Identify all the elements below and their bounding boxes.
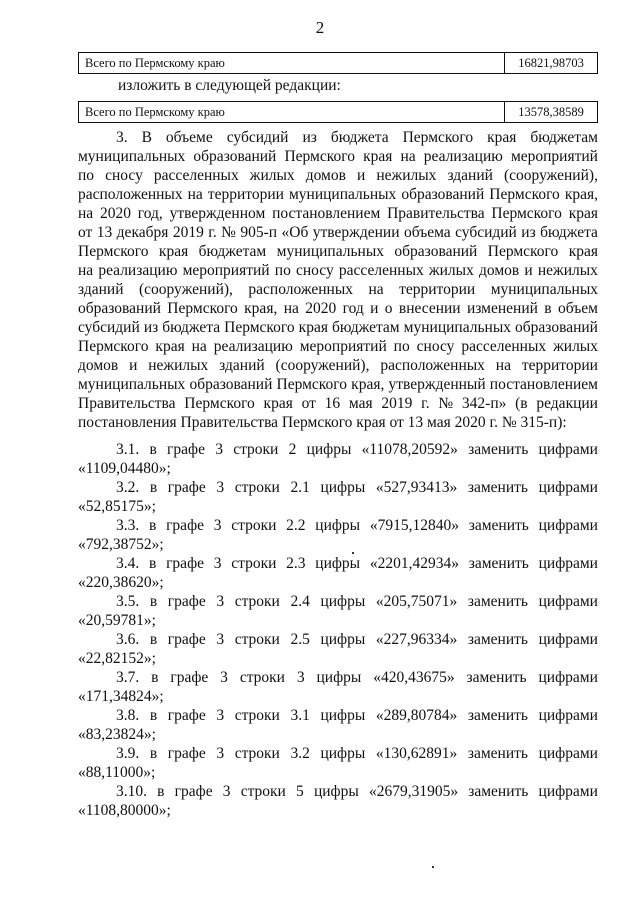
item-3-paragraph (78, 128, 598, 432)
total-value: 13578,38589 (505, 102, 598, 123)
list-item (78, 554, 598, 592)
speck (432, 866, 434, 868)
subitem-line: 3.7. в графе 3 строки 3 цифры «420,43675» заменить цифрами (116, 669, 598, 686)
subitem-value-line: «83,23824»; (78, 726, 156, 743)
paragraph-line: Пермского края бюджетам муниципальных образований Пермского края (78, 243, 598, 260)
paragraph-line: Пермского края на реализацию мероприятий по сносу расселенных жилых (78, 338, 598, 355)
instruction-text: изложить в следующей редакции: (118, 77, 341, 94)
paragraph-line: зданий (сооружений), расположенных на территории муниципальных (78, 281, 598, 298)
list-item (78, 478, 598, 516)
paragraph-line: 3. В объеме субсидий из бюджета Пермского края бюджетам (116, 129, 598, 146)
paragraph-line: домов и нежилых зданий (сооружений), расположенных на территории (78, 357, 598, 374)
list-item (78, 744, 598, 782)
total-label: Всего по Пермскому краю (79, 53, 505, 74)
paragraph-line: на 2020 год, утвержденном постановлением Правительства Пермского края (78, 205, 598, 222)
subitems-list (78, 440, 598, 820)
paragraph-line: Правительства Пермского края от 16 мая 2019 г. № 342-п» (в редакции (78, 395, 598, 412)
subitem-line: 3.2. в графе 3 строки 2.1 цифры «527,93413» заменить цифрами (116, 479, 598, 496)
list-item (78, 706, 598, 744)
paragraph-line: по сносу расселенных жилых домов и нежилых зданий (сооружений), (78, 167, 598, 184)
subitem-value-line: «1108,80000»; (78, 802, 171, 819)
paragraph-line: от 13 декабря 2019 г. № 905-п «Об утверждении объема субсидий из бюджета (78, 224, 598, 241)
subitem-value-line: «1109,04480»; (78, 460, 171, 477)
subitem-value-line: «171,34824»; (78, 688, 164, 705)
total-value: 16821,98703 (505, 53, 598, 74)
subitem-value-line: «88,11000»; (78, 764, 156, 781)
subitem-value-line: «20,59781»; (78, 612, 156, 629)
subitem-value-line: «52,85175»; (78, 498, 156, 515)
paragraph-line: муниципальных образований Пермского края на реализацию мероприятий (78, 148, 598, 165)
subitem-line: 3.8. в графе 3 строки 3.1 цифры «289,80784» заменить цифрами (116, 707, 598, 724)
list-item (78, 668, 598, 706)
subitem-line: 3.6. в графе 3 строки 2.5 цифры «227,96334» заменить цифрами (116, 631, 598, 648)
total-table-before (78, 52, 598, 74)
paragraph-line: субсидий из бюджета Пермского края бюджетам муниципальных образований (78, 319, 598, 336)
total-label: Всего по Пермскому краю (79, 102, 505, 123)
speck (352, 552, 354, 554)
list-item (78, 440, 598, 478)
table-row (79, 53, 598, 74)
paragraph-line: расположенных на территории муниципальных образований Пермского края, (78, 186, 598, 203)
subitem-value-line: «792,38752»; (78, 536, 164, 553)
list-item (78, 782, 598, 820)
subitem-line: 3.3. в графе 3 строки 2.2 цифры «7915,12840» заменить цифрами (116, 517, 598, 534)
subitem-line: 3.4. в графе 3 строки 2.3 цифры «2201,42934» заменить цифрами (116, 555, 598, 572)
subitem-line: 3.9. в графе 3 строки 3.2 цифры «130,62891» заменить цифрами (116, 745, 598, 762)
table-row (79, 102, 598, 123)
list-item (78, 516, 598, 554)
list-item (78, 630, 598, 668)
subitem-line: 3.5. в графе 3 строки 2.4 цифры «205,75071» заменить цифрами (116, 593, 598, 610)
page-number: 2 (315, 18, 325, 37)
subitem-line: 3.1. в графе 3 строки 2 цифры «11078,20592» заменить цифрами (116, 441, 598, 458)
paragraph-line: на реализацию мероприятий по сносу расселенных жилых домов и нежилых (78, 262, 598, 279)
paragraph-line: постановления Правительства Пермского края от 13 мая 2020 г. № 315-п): (78, 414, 567, 431)
paragraph-line: муниципальных образований Пермского края, утвержденный постановлением (78, 376, 598, 393)
subitem-value-line: «220,38620»; (78, 574, 164, 591)
paragraph-line: образований Пермского края, на 2020 год и о внесении изменений в объем (78, 300, 598, 317)
subitem-value-line: «22,82152»; (78, 650, 156, 667)
list-item (78, 592, 598, 630)
subitem-line: 3.10. в графе 3 строки 5 цифры «2679,31905» заменить цифрами (116, 783, 598, 800)
total-table-after (78, 101, 598, 123)
